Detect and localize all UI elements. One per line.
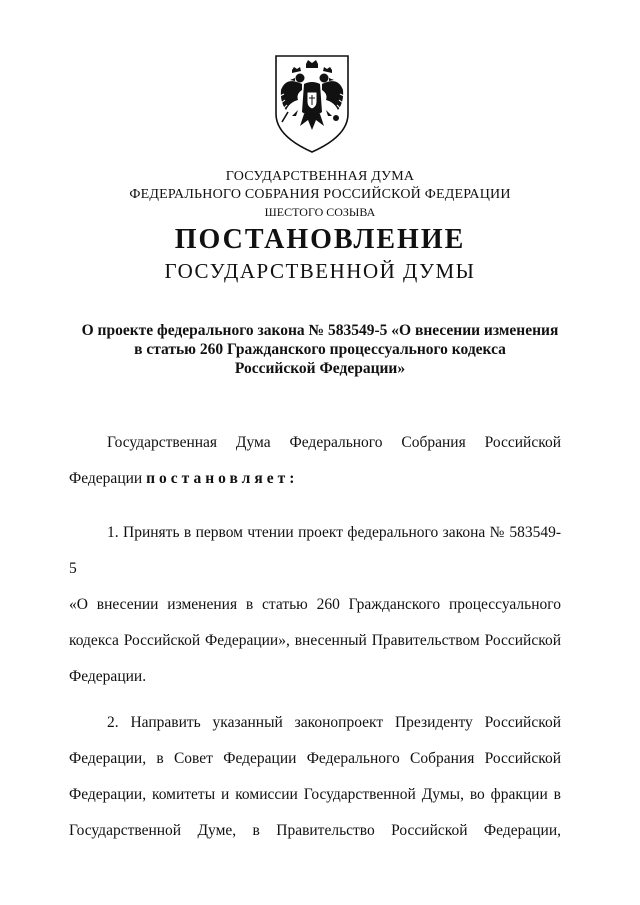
coat-of-arms-emblem xyxy=(268,50,356,156)
item-2-line-1: 2. Направить указанный законопроект Президенту Российской xyxy=(107,714,561,731)
item-2-line-2: Федерации, в Совет Федерации Федерального Собрания Российской xyxy=(69,750,561,767)
document-type-title: ПОСТАНОВЛЕНИЕ xyxy=(174,224,466,255)
preamble-line-1: Государственная Дума Федерального Собрания Российской xyxy=(107,434,561,451)
item-2-line-3: Федерации, комитеты и комиссии Государственной Думы, во фракции в xyxy=(69,786,561,803)
item-1-line-4: Федерации. xyxy=(69,668,147,685)
header-line-3: ШЕСТОГО СОЗЫВА xyxy=(264,205,376,219)
document-subject xyxy=(0,321,640,378)
header-line-1: ГОСУДАРСТВЕННАЯ ДУМА xyxy=(225,169,415,184)
document-body xyxy=(69,425,561,849)
item-1-line-2: «О внесении изменения в статью 260 Гражданского процессуального xyxy=(69,596,561,613)
subject-line-2: в статью 260 Гражданского процессуального кодекса xyxy=(134,341,506,358)
item-1-line-1: 1. Принять в первом чтении проект федерального закона № 583549-5 xyxy=(69,524,561,577)
preamble-start: Федерации xyxy=(69,470,147,487)
header-line-2: ФЕДЕРАЛЬНОГО СОБРАНИЯ РОССИЙСКОЙ ФЕДЕРАЦИИ xyxy=(129,187,511,202)
preamble-line-2 xyxy=(69,461,561,497)
double-headed-eagle-icon xyxy=(268,50,356,156)
subject-line-1: О проекте федерального закона № 583549-5 «О внесении изменения xyxy=(81,322,559,339)
preamble-resolves: постановляет: xyxy=(146,470,299,487)
issuer-header xyxy=(0,168,640,220)
item-2-line-4: Государственной Думе, в Правительство Российской Федерации, xyxy=(69,822,561,839)
subject-line-3: Российской Федерации» xyxy=(234,360,406,377)
item-1-line-3: кодекса Российской Федерации», внесенный Правительством Российской xyxy=(69,632,561,649)
document-issuer-title: ГОСУДАРСТВЕННОЙ ДУМЫ xyxy=(164,259,476,283)
